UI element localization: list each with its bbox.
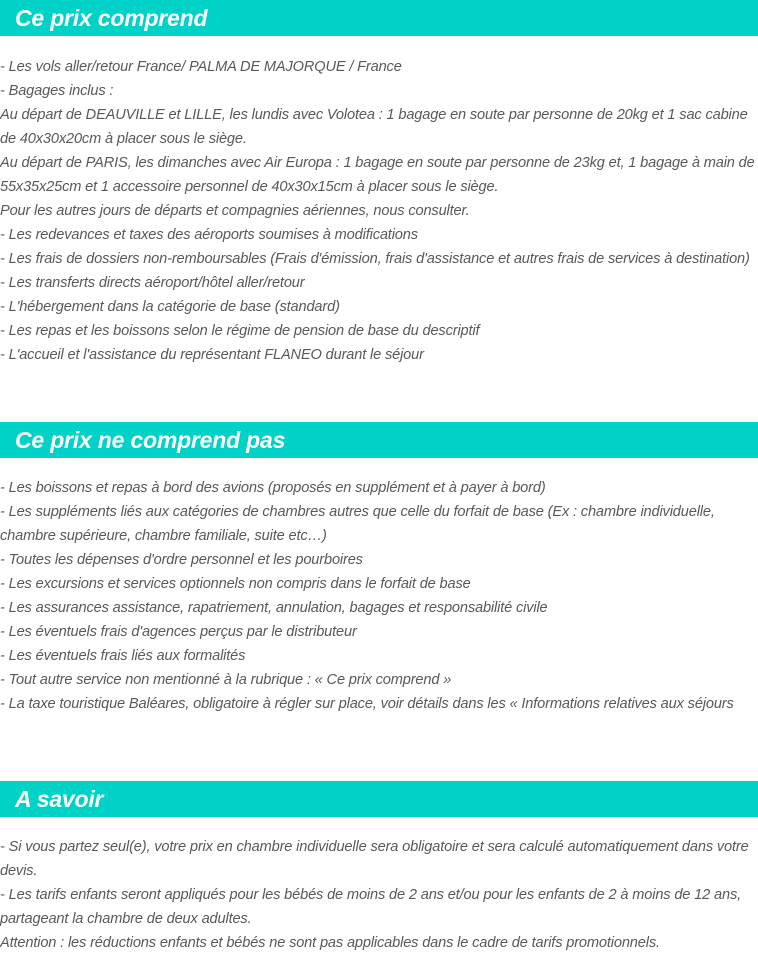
section-title: A savoir (15, 785, 104, 812)
body-line: - Les transferts directs aéroport/hôtel aller/retour (0, 275, 305, 291)
section-body (0, 458, 758, 716)
body-line: - Bagages inclus : (0, 83, 114, 99)
body-line: - L'accueil et l'assistance du représentant FLANEO durant le séjour (0, 347, 424, 363)
section-title: Ce prix comprend (15, 4, 208, 31)
section-ce-prix-comprend (0, 0, 758, 367)
section-body (0, 817, 758, 955)
body-line: - Les boissons et repas à bord des avions (proposés en supplément et à payer à bord) (0, 480, 546, 496)
section-header-bar (0, 0, 758, 36)
body-line: Au départ de DEAUVILLE et LILLE, les lundis avec Volotea : 1 bagage en soute par personne de 20kg et 1 sac cabine de 40x30x20cm à placer sous le siège. (0, 107, 748, 147)
body-line: Au départ de PARIS, les dimanches avec Air Europa : 1 bagage en soute par personne de 23kg et, 1 bagage à main de 55x35x25cm et 1 accessoire personnel de 40x30x15cm à placer sous le siège. (0, 155, 755, 195)
section-header-bar (0, 422, 758, 458)
body-line: - Tout autre service non mentionné à la rubrique : « Ce prix comprend » (0, 672, 452, 688)
body-line: - Les éventuels frais liés aux formalités (0, 648, 246, 664)
body-line: - Les tarifs enfants seront appliqués pour les bébés de moins de 2 ans et/ou pour les enfants de 2 à moins de 12 ans, partageant la chambre de deux adultes. (0, 887, 741, 927)
body-line: - Les redevances et taxes des aéroports soumises à modifications (0, 227, 418, 243)
body-line: - Les excursions et services optionnels non compris dans le forfait de base (0, 576, 471, 592)
section-a-savoir (0, 781, 758, 955)
section-title: Ce prix ne comprend pas (15, 426, 286, 453)
body-line: - Les suppléments liés aux catégories de chambres autres que celle du forfait de base (Ex : chambre individuelle, chambre supérieure, chambre familiale, suite etc…) (0, 504, 715, 544)
body-line: - L'hébergement dans la catégorie de base (standard) (0, 299, 340, 315)
body-line: - Les éventuels frais d'agences perçus par le distributeur (0, 624, 357, 640)
body-line: Pour les autres jours de départs et compagnies aériennes, nous consulter. (0, 203, 470, 219)
body-line: - La taxe touristique Baléares, obligatoire à régler sur place, voir détails dans les « Informations relatives aux séjours (0, 696, 734, 712)
section-body (0, 36, 758, 367)
body-line: - Toutes les dépenses d'ordre personnel et les pourboires (0, 552, 363, 568)
section-header-bar (0, 781, 758, 817)
body-line: - Si vous partez seul(e), votre prix en chambre individuelle sera obligatoire et sera calculé automatiquement dans votre devis. (0, 839, 749, 879)
body-line: - Les frais de dossiers non-remboursables (Frais d'émission, frais d'assistance et autres frais de services à destination) (0, 251, 750, 267)
section-ce-prix-ne-comprend-pas (0, 422, 758, 716)
body-line: Attention : les réductions enfants et bébés ne sont pas applicables dans le cadre de tarifs promotionnels. (0, 935, 660, 951)
body-line: - Les vols aller/retour France/ PALMA DE MAJORQUE / France (0, 59, 402, 75)
body-line: - Les assurances assistance, rapatriement, annulation, bagages et responsabilité civile (0, 600, 548, 616)
body-line: - Les repas et les boissons selon le régime de pension de base du descriptif (0, 323, 480, 339)
